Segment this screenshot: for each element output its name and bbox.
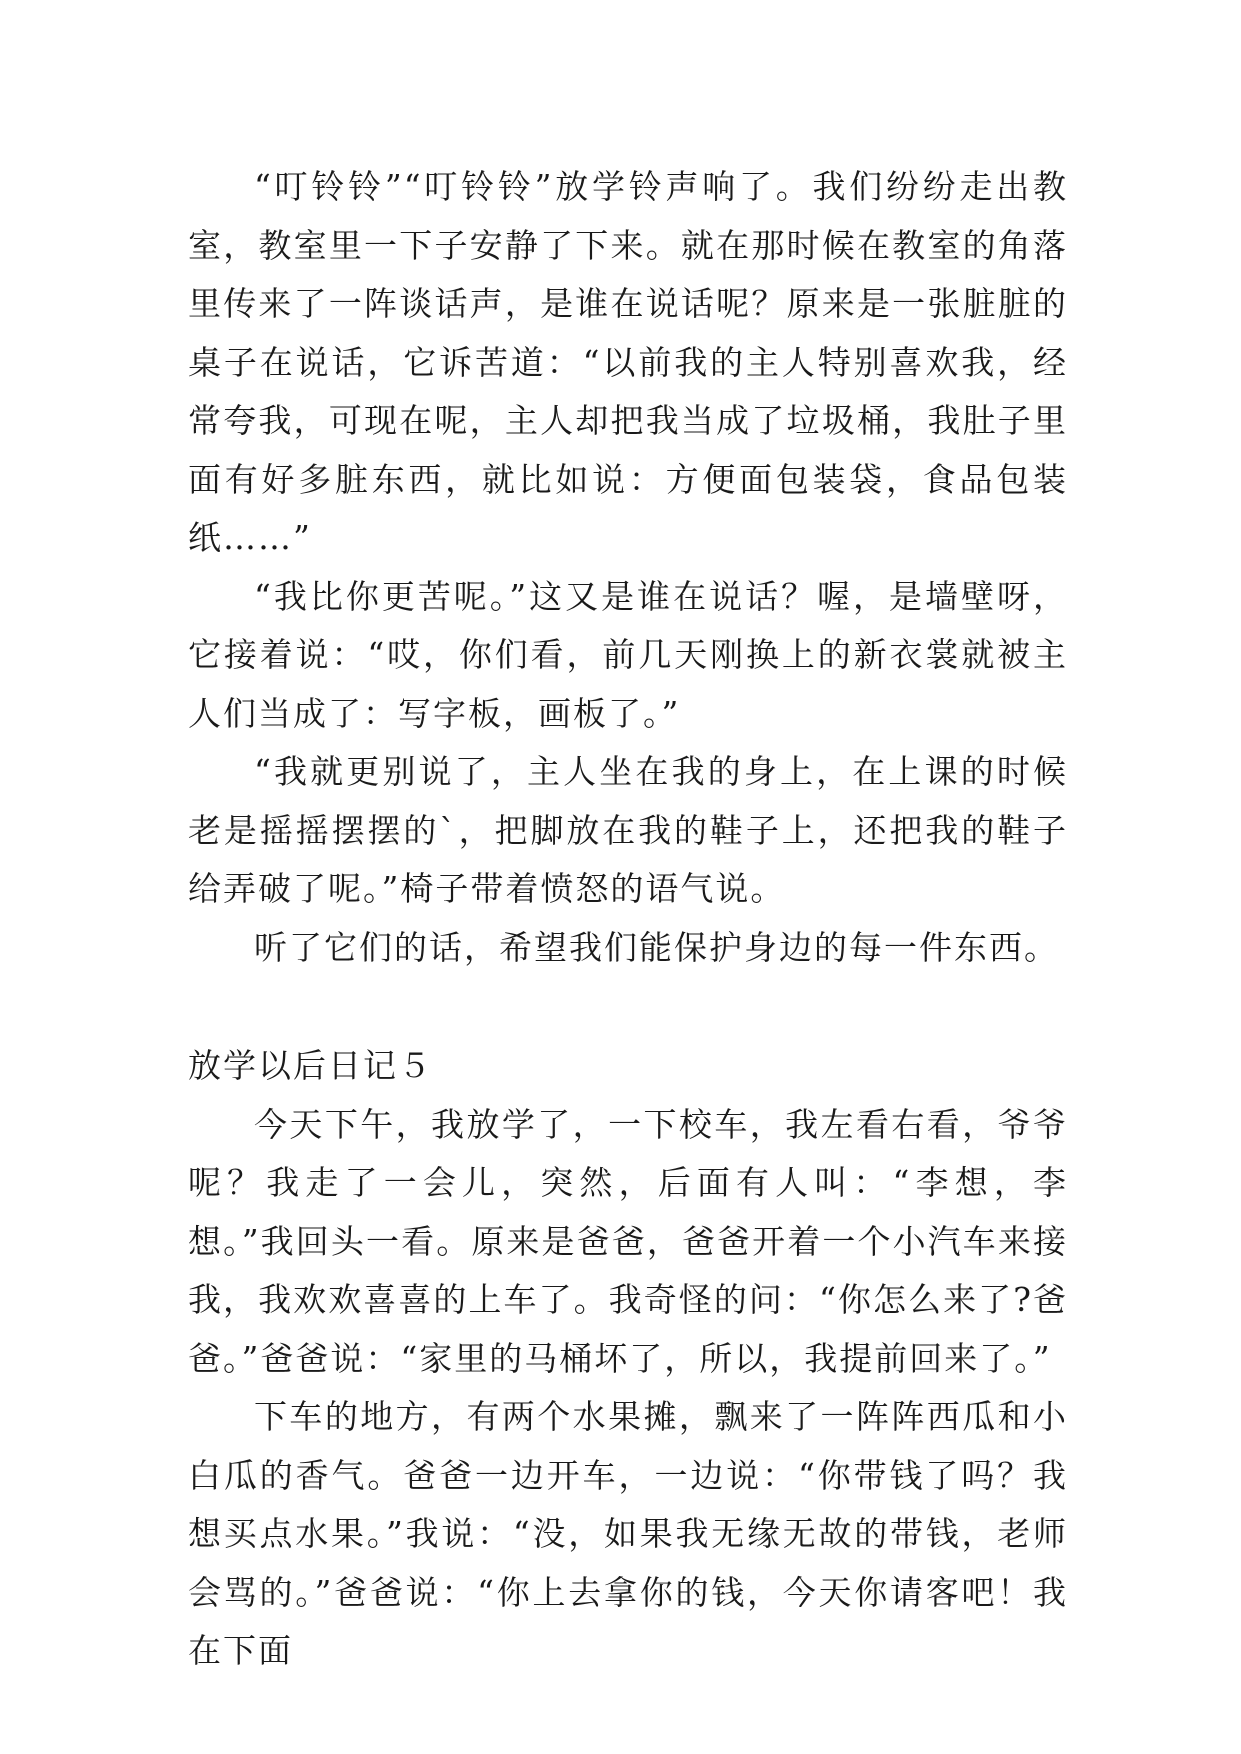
section-spacer xyxy=(188,977,1068,1037)
paragraph: 下车的地方，有两个水果摊，飘来了一阵阵西瓜和小白瓜的香气。爸爸一边开车，一边说：“你带钱了吗？我想买点水果。”我说：“没，如果我无缘无故的带钱，老师会骂的。”爸爸说：“你上去拿你的钱，今天你请客吧！我在下面 xyxy=(188,1397,1068,1670)
paragraph: 今天下午，我放学了，一下校车，我左看右看，爷爷呢？我走了一会儿，突然，后面有人叫：“李想，李想。”我回头一看。原来是爸爸，爸爸开着一个小汽车来接我，我欢欢喜喜的上车了。我奇怪的问：“你怎么来了?爸爸。”爸爸说：“家里的马桶坏了，所以，我提前回来了。” xyxy=(188,1104,1068,1378)
paragraph: “我比你更苦呢。”这又是谁在说话？喔，是墙壁呀，它接着说：“哎，你们看，前几天刚换上的新衣裳就被主人们当成了：写字板，画板了。” xyxy=(188,576,1068,733)
section-heading: 放学以后日记５ xyxy=(188,1046,433,1085)
paragraph: 听了它们的话，希望我们能保护身边的每一件东西。 xyxy=(254,927,1059,967)
paragraph: “叮铃铃”“叮铃铃”放学铃声响了。我们纷纷走出教室，教室里一下子安静了下来。就在那时候在教室的角落里传来了一阵谈话声，是谁在说话呢？原来是一张脏脏的桌子在说话，它诉苦道：“以前我的主人特别喜欢我，经常夸我，可现在呢，主人却把我当成了垃圾桶，我肚子里面有好多脏东西，就比如说：方便面包装袋，食品包装纸……” xyxy=(188,167,1068,557)
document-page xyxy=(188,158,1068,1681)
paragraph: “我就更别说了，主人坐在我的身上，在上课的时候老是摇摇摆摆的`，把脚放在我的鞋子上，还把我的鞋子给弄破了呢。”椅子带着愤怒的语气说。 xyxy=(188,752,1068,908)
